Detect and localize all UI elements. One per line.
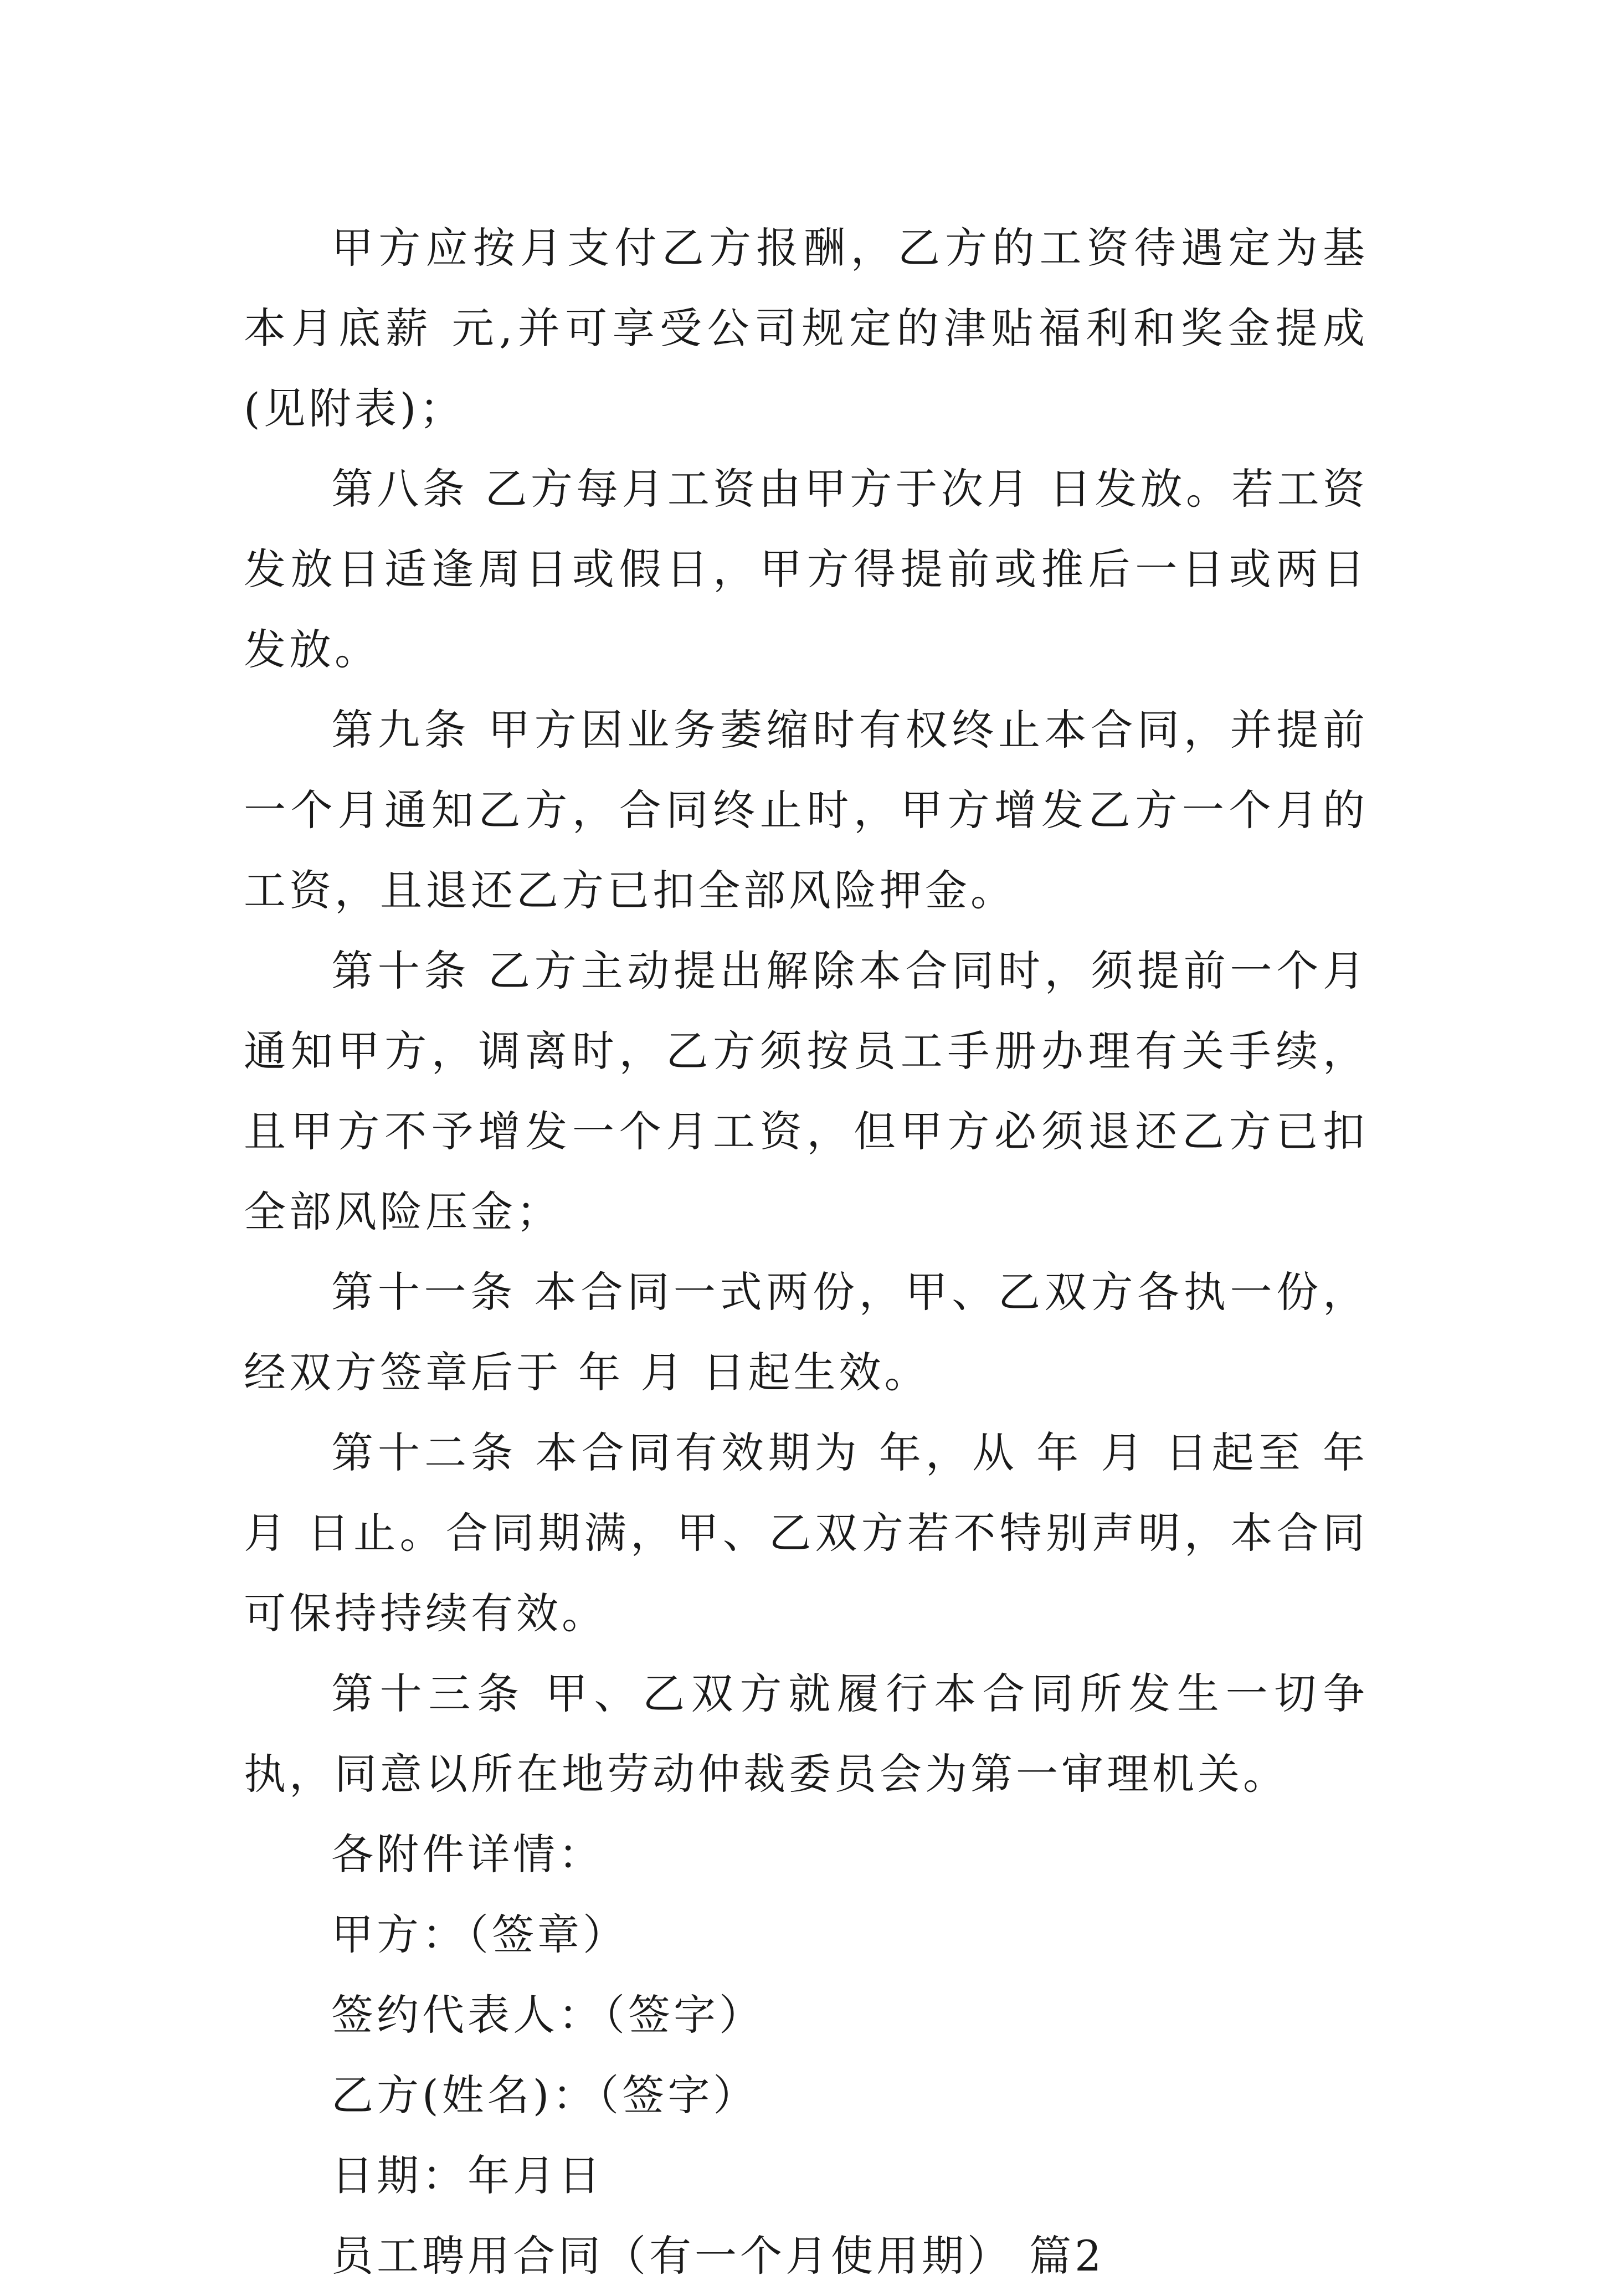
document-body	[244, 208, 1368, 2296]
attachments-label: 各附件详情：	[331, 1830, 604, 1879]
clause-8: 第八条 乙方每月工资由甲方于次月 日发放。若工资发放日适逢周日或假日，甲方得提前或推后一日或两日发放。	[244, 464, 1368, 674]
party-a-signature-line: 甲方：（签章）	[331, 1910, 628, 1959]
clause-salary: 甲方应按月支付乙方报酬，乙方的工资待遇定为基本月底薪 元,并可享受公司规定的津贴福利和奖金提成(见附表)；	[244, 223, 1368, 433]
section-heading: 员工聘用合同（有一个月使用期） 篇2	[331, 2231, 1105, 2280]
date-line: 日期：年月日	[331, 2151, 604, 2200]
clause-9: 第九条 甲方因业务萎缩时有权终止本合同，并提前一个月通知乙方，合同终止时，甲方增发乙方一个月的工资，且退还乙方已扣全部风险押金。	[244, 705, 1368, 915]
clause-11: 第十一条 本合同一式两份，甲、乙双方各执一份，经双方签章后于 年 月 日起生效。	[244, 1267, 1368, 1397]
clause-13: 第十三条 甲、乙双方就履行本合同所发生一切争执，同意以所在地劳动仲裁委员会为第一审理机关。	[244, 1669, 1368, 1799]
clause-10: 第十条 乙方主动提出解除本合同时，须提前一个月通知甲方，调离时，乙方须按员工手册办理有关手续，且甲方不予增发一个月工资，但甲方必须退还乙方已扣全部风险压金；	[244, 946, 1368, 1236]
clause-12: 第十二条 本合同有效期为 年，从 年 月 日起至 年月 日止。合同期满，甲、乙双方若不特别声明，本合同可保持持续有效。	[244, 1428, 1368, 1638]
representative-signature-line: 签约代表人：（签字）	[331, 1990, 764, 2040]
party-b-signature-line: 乙方(姓名)：（签字）	[331, 2071, 759, 2120]
